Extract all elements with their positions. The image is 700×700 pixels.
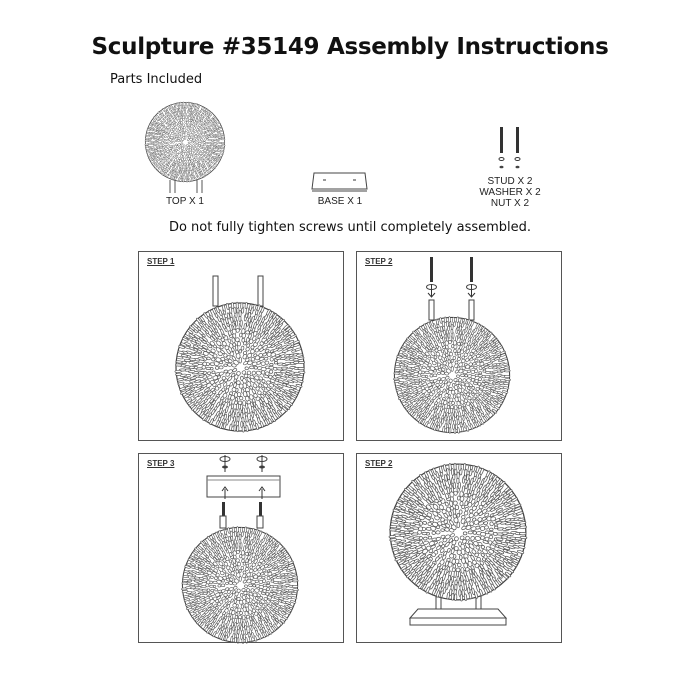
step-1-label: STEP 1 (147, 257, 175, 266)
part-hardware-label (470, 176, 550, 209)
step-3-label: STEP 3 (147, 459, 175, 468)
nut-label: NUT X 2 (490, 198, 530, 209)
stud-label: STUD X 2 (487, 176, 533, 187)
step-3-panel (138, 453, 344, 643)
part-top-illustration (145, 102, 226, 193)
step-4-panel (356, 453, 562, 643)
washer-label: WASHER X 2 (479, 187, 541, 198)
step-2-label: STEP 2 (365, 257, 393, 266)
part-top-label: TOP X 1 (166, 196, 204, 207)
step-4-label: STEP 2 (365, 459, 393, 468)
parts-heading: Parts Included (110, 72, 203, 87)
page-title: Sculpture #35149 Assembly Instructions (91, 34, 609, 60)
step-1-panel (138, 251, 344, 441)
part-base-illustration (312, 173, 367, 191)
step-2-panel (356, 251, 562, 441)
part-base-label: BASE X 1 (317, 196, 363, 207)
assembly-note: Do not fully tighten screws until completely assembled. (168, 220, 532, 235)
part-hardware-illustration (499, 127, 520, 168)
